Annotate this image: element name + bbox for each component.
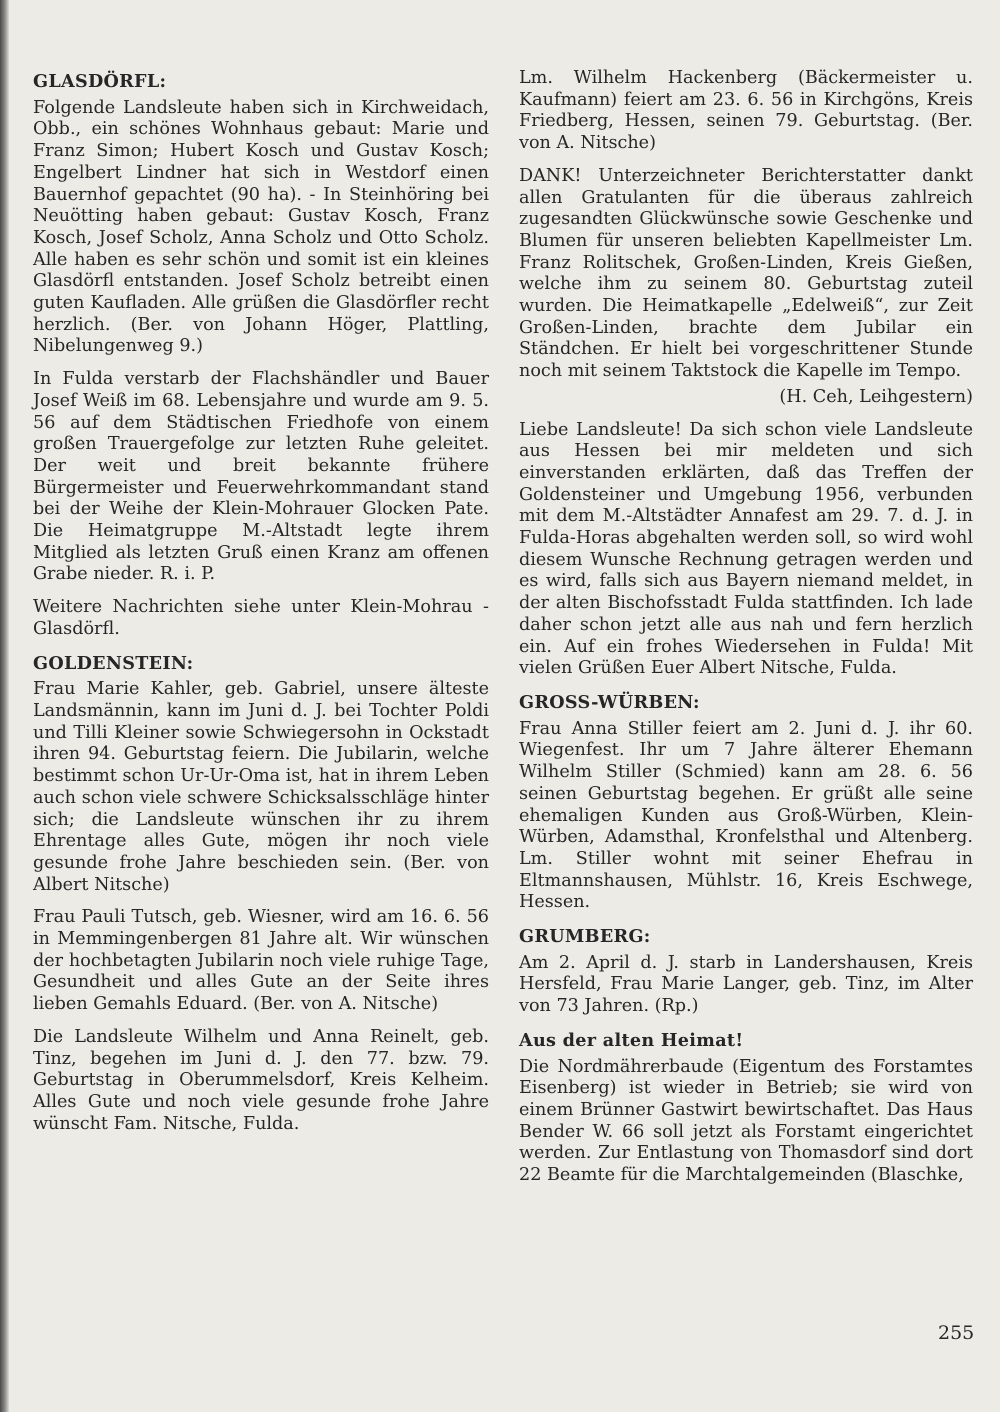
section-heading-glasdoerfl: GLASDÖRFL: xyxy=(33,71,167,92)
paragraph-langer: Am 2. April d. J. starb in Landershausen, Kreis Hersfeld, Frau Marie Langer, geb. Tinz, im Alter von 73 Jahren. (Rp.) xyxy=(519,952,973,1017)
paragraph-liebe-landsleute: Liebe Landsleute! Da sich schon viele Landsleute aus Hessen bei mir meldeten und sich einverstanden erklärten, daß das Treffen der Goldensteiner und Umgebung 1956, verbunden mit dem M.-Altstädter Annafest am 29. 7. d. J. in Fulda-Horas abgehalten werden soll, so wird wohl diesem Wunsche Rechnung getragen werden und es wird, falls sich aus Bayern niemand meldet, in der alten Bischofsstadt Fulda stattfinden. Ich lade daher schon jetzt alle aus nah und fern herzlich ein. Auf ein frohes Wiedersehen in Fulda! Mit vielen Grüßen Euer Albert Nitsche, Fulda. xyxy=(519,419,973,679)
section-heading-aus-der-alten-heimat: Aus der alten Heimat! xyxy=(519,1029,744,1051)
paragraph-weitere-nachrichten: Weitere Nachrichten siehe unter Klein-Mohrau - Glasdörfl. xyxy=(33,597,489,639)
paragraph-kahler: Frau Marie Kahler, geb. Gabriel, unsere älteste Landsmännin, kann im Juni d. J. bei Tochter Poldi und Tilli Kleiner sowie Schwiegersohn in Ockstadt ihren 94. Geburtstag feiern. Die Jubilarin, welche bestimmt schon Ur-Ur-Oma ist, hat in ihrem Leben auch schon viele schwere Schicksalsschläge hinter sich; die Landsleute wünschen ihr zu ihrem Ehrentage alles Gute, mögen ihr noch viele gesunde frohe Jahre beschieden sein. (Ber. von Albert Nitsche) xyxy=(33,679,489,895)
paragraph-alte-heimat: Die Nordmährerbaude (Eigentum des Forstamtes Eisenberg) ist wieder in Betrieb; sie wird von einem Brünner Gastwirt bewirtschaftet. Das Haus Bender W. 66 soll jetzt als Forstamt eingerichtet werden. Zur Entlastung von Thomasdorf sind dort 22 Beamte für die Marchtalgemeinden (Blaschke, xyxy=(519,1056,973,1186)
section-heading-goldenstein: GOLDENSTEIN: xyxy=(33,652,194,674)
paragraph-dank: DANK! Unterzeichneter Berichterstatter dankt allen Gratulanten für die überaus zahlreich zugesandten Glückwünsche sowie Geschenke und Blumen für unseren beliebten Kapellmeister Lm. Franz Rolitschek, Großen-Linden, Kreis Gießen, welche ihm zu seinem 80. Geburtstag zuteil wurden. Die Heimatkapelle „Edelweiß“, zur Zeit Großen-Linden, brachte dem Jubilar ein Ständchen. Er hielt bei vorgeschrittener Stunde noch mit seinem Taktstock die Kapelle im Tempo. xyxy=(519,165,973,382)
paragraph-glasdoerfl: Folgende Landsleute haben sich in Kirchweidach, Obb., ein schönes Wohnhaus gebaut: Marie und Franz Simon; Hubert Kosch und Gustav Kosch; Engelbert Lindner hat sich in Westdorf einen Bauernhof gepachtet (90 ha). - In Steinhöring bei Neuötting haben gebaut: Gustav Kosch, Franz Kosch, Josef Scholz, Anna Scholz und Otto Scholz. Alle haben es sehr schön und somit ist ein kleines Glasdörfl entstanden. Josef Scholz betreibt einen guten Kaufladen. Alle grüßen die Glasdörfler recht herzlich. (Ber. von Johann Höger, Plattling, Nibelungenweg 9.) xyxy=(33,97,489,357)
signature-dank: (H. Ceh, Leihgestern) xyxy=(779,386,973,407)
paragraph-reinelt: Die Landsleute Wilhelm und Anna Reinelt, geb. Tinz, begehen im Juni d. J. den 77. bzw. 79. Geburtstag in Oberummelsdorf, Kreis Kelheim. Alles Gute und noch viele gesunde frohe Jahre wünscht Fam. Nitsche, Fulda. xyxy=(33,1026,489,1134)
section-heading-grumberg: GRUMBERG: xyxy=(519,926,651,948)
section-heading-gross-wuerben: GROSS-WÜRBEN: xyxy=(519,691,700,713)
page-number: 255 xyxy=(938,1322,975,1344)
right-column xyxy=(519,68,973,1198)
paragraph-hackenberg: Lm. Wilhelm Hackenberg (Bäckermeister u. Kaufmann) feiert am 23. 6. 56 in Kirchgöns, Kreis Friedberg, Hessen, seinen 79. Geburtstag. (Ber. von A. Nitsche) xyxy=(519,68,973,154)
left-column xyxy=(33,68,489,1146)
page-spine-shadow xyxy=(0,0,9,1412)
paragraph-fulda-obituary: In Fulda verstarb der Flachshändler und Bauer Josef Weiß im 68. Lebensjahre und wurde am 9. 5. 56 auf dem Städtischen Friedhofe von einem großen Trauergefolge zur letzten Ruhe geleitet. Der weit und breit bekannte frühere Bürgermeister und Feuerwehrkommandant stand bei der Weihe der Klein-Mohrauer Glocken Pate. Die Heimatgruppe M.-Altstadt legte ihrem Mitglied als letzten Gruß einen Kranz am offenen Grabe nieder. R. i. P. xyxy=(33,369,489,585)
paragraph-stiller: Frau Anna Stiller feiert am 2. Juni d. J. ihr 60. Wiegenfest. Ihr um 7 Jahre älterer Ehemann Wilhelm Stiller (Schmied) kann am 28. 6. 56 seinen Geburtstag begehen. Er grüßt alle seine ehemaligen Kunden aus Groß-Würben, Klein-Würben, Adamsthal, Kronfelsthal und Altenberg. Lm. Stiller wohnt mit seiner Ehefrau in Eltmannshausen, Mühlstr. 16, Kreis Eschwege, Hessen. xyxy=(519,718,973,913)
paragraph-tutsch: Frau Pauli Tutsch, geb. Wiesner, wird am 16. 6. 56 in Memmingenbergen 81 Jahre alt. Wir wünschen der hochbetagten Jubilarin noch viele ruhige Tage, Gesundheit und alles Gute an der Seite ihres lieben Gemahls Eduard. (Ber. von A. Nitsche) xyxy=(33,907,489,1015)
